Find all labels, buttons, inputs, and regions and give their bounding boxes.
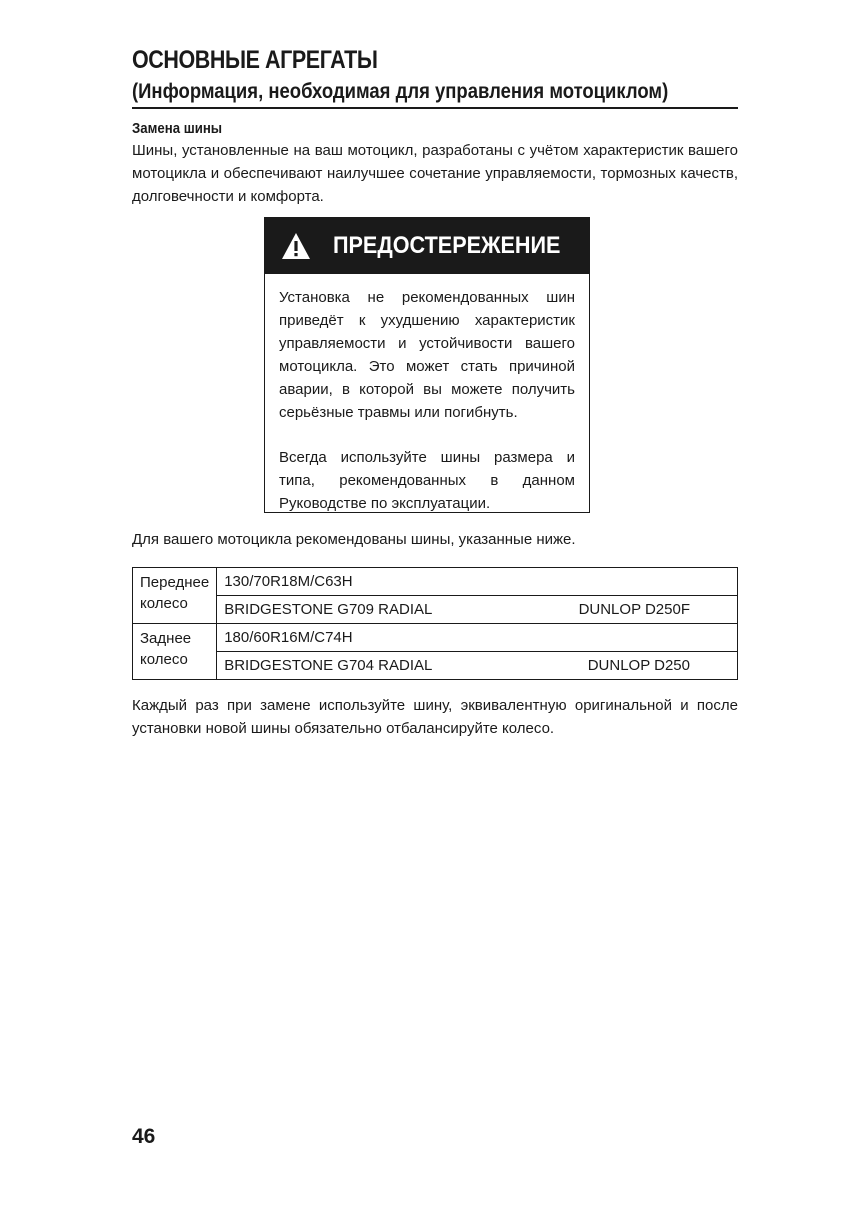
warning-paragraph: Установка не рекомендованных шин приведёт к ухудшению характеристик управляемости и устойчивости вашего мотоцикла. Это может стать причиной аварии, в которой вы можете получить серьёзные травмы или погибнуть. bbox=[279, 289, 575, 421]
title-divider bbox=[132, 107, 738, 109]
page-title: ОСНОВНЫЕ АГРЕГАТЫ bbox=[132, 46, 378, 74]
front-tire-brands bbox=[217, 596, 738, 624]
table-row bbox=[133, 624, 738, 652]
wheel-label-line: Заднее bbox=[140, 630, 192, 647]
rear-tire-size: 180/60R16M/C74H bbox=[217, 624, 738, 652]
warning-header bbox=[265, 218, 589, 274]
closing-paragraph: Каждый раз при замене используйте шину, эквивалентную оригинальной и после установки новой шины обязательно отбалансируйте колесо. bbox=[132, 697, 738, 737]
rear-tire-brands bbox=[217, 652, 738, 680]
warning-triangle-icon bbox=[281, 232, 311, 260]
front-wheel-label bbox=[133, 568, 217, 624]
wheel-label-line: колесо bbox=[140, 595, 188, 612]
page-number: 46 bbox=[132, 1125, 156, 1148]
section-heading: Замена шины bbox=[132, 120, 223, 137]
wheel-label-line: колесо bbox=[140, 651, 188, 668]
warning-title: ПРЕДОСТЕРЕЖЕНИЕ bbox=[333, 232, 561, 259]
rear-brand-bridgestone: BRIDGESTONE G704 RADIAL bbox=[224, 657, 433, 674]
wheel-label-line: Переднее bbox=[140, 574, 210, 591]
table-row bbox=[133, 652, 738, 680]
page-subtitle: (Информация, необходимая для управления мотоциклом) bbox=[132, 80, 669, 103]
tire-table bbox=[132, 567, 738, 680]
front-brand-dunlop: DUNLOP D250F bbox=[578, 601, 690, 618]
recommendation-text: Для вашего мотоцикла рекомендованы шины, указанные ниже. bbox=[132, 531, 576, 548]
warning-box bbox=[264, 217, 590, 513]
front-tire-size: 130/70R18M/C63H bbox=[217, 568, 738, 596]
table-row bbox=[133, 596, 738, 624]
rear-wheel-label bbox=[133, 624, 217, 680]
table-row bbox=[133, 568, 738, 596]
front-brand-bridgestone: BRIDGESTONE G709 RADIAL bbox=[224, 601, 433, 618]
warning-paragraph: Всегда используйте шины размера и типа, рекомендованных в данном Руководстве по эксплуатации. bbox=[279, 449, 575, 512]
warning-body bbox=[265, 274, 589, 515]
intro-paragraph: Шины, установленные на ваш мотоцикл, разработаны с учётом характеристик вашего мотоцикла и обеспечивают наилучшее сочетание управляемости, тормозных качеств, долговечности и комфорта. bbox=[132, 142, 738, 205]
rear-brand-dunlop: DUNLOP D250 bbox=[587, 657, 690, 674]
